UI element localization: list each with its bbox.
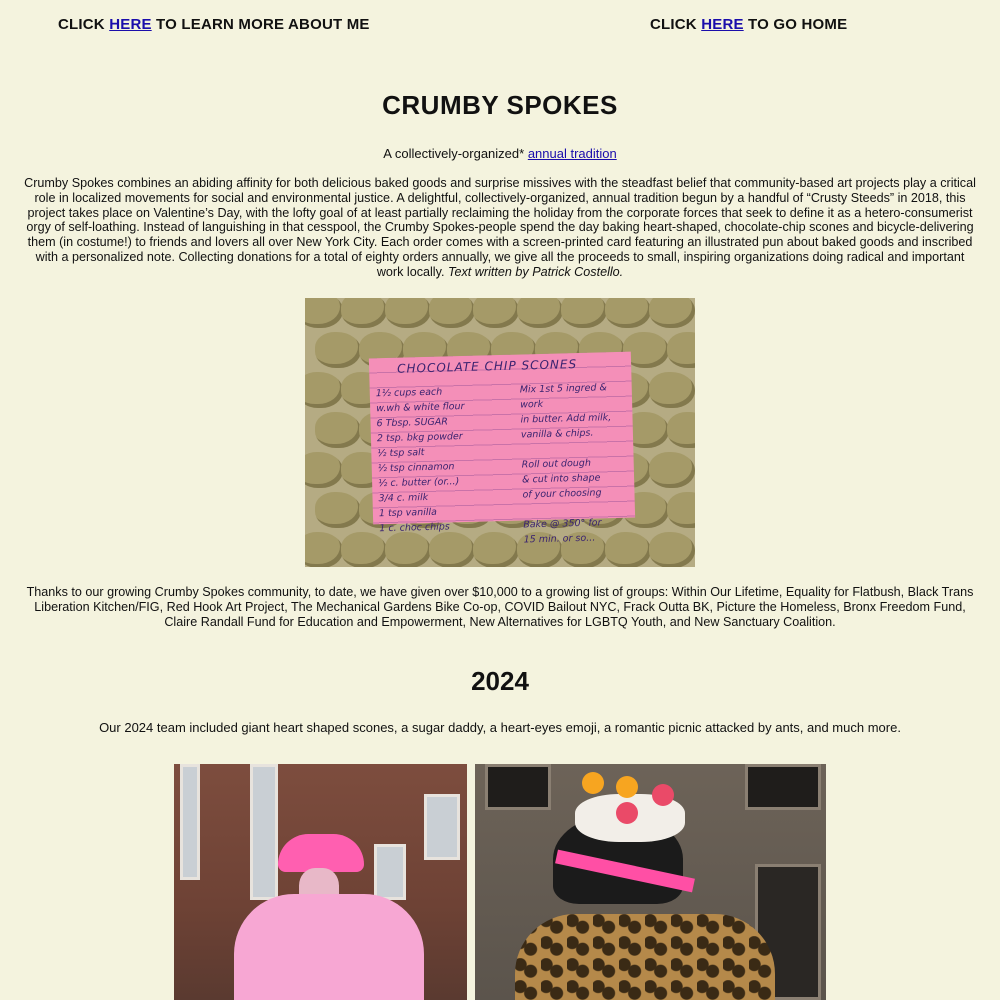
- building-window: [745, 764, 821, 810]
- scone: [305, 298, 343, 328]
- recipe-step-line: Roll out dough: [521, 457, 592, 471]
- scone: [473, 532, 519, 567]
- recipe-ingredient-line: ½ c. butter (or...): [378, 476, 460, 490]
- scone: [649, 298, 695, 328]
- building-window: [424, 794, 460, 860]
- scone: [315, 492, 361, 528]
- recipe-step-line: of your choosing: [522, 487, 602, 501]
- building-window: [374, 844, 406, 900]
- scone: [341, 298, 387, 328]
- scone: [517, 298, 563, 328]
- recipe-ingredient-line: ½ tsp cinnamon: [377, 461, 455, 475]
- scone: [385, 532, 431, 567]
- intro-paragraph: [24, 176, 976, 280]
- scone: [315, 412, 361, 448]
- scone: [305, 532, 343, 567]
- recipe-card-title: CHOCOLATE CHIP SCONES: [396, 357, 578, 376]
- scone: [305, 372, 343, 408]
- scone: [605, 298, 651, 328]
- home-link[interactable]: HERE: [701, 16, 744, 33]
- scone: [305, 452, 343, 488]
- subtitle-text: A collectively-organized*: [383, 146, 528, 161]
- recipe-step-line: 15 min. or so...: [523, 532, 596, 546]
- home-nav: [650, 16, 847, 33]
- recipe-ingredient-line: ½ tsp salt: [377, 447, 425, 460]
- leopard-jacket: [515, 914, 775, 1000]
- scone: [649, 452, 695, 488]
- recipe-step-line: in butter. Add milk,: [520, 412, 612, 426]
- scone: [667, 492, 695, 528]
- recipe-steps: [520, 380, 636, 548]
- page-title: CRUMBY SPOKES: [382, 90, 618, 120]
- annual-tradition-link[interactable]: annual tradition: [527, 146, 617, 161]
- year-heading: 2024: [471, 666, 529, 696]
- decoration-ball: [616, 776, 638, 798]
- scone: [315, 332, 361, 368]
- scone: [429, 532, 475, 567]
- recipe-photo: [305, 298, 695, 567]
- scone: [561, 298, 607, 328]
- recipe-ingredient-line: w.wh & white flour: [376, 400, 465, 415]
- about-suffix: TO LEARN MORE ABOUT ME: [151, 16, 370, 33]
- team-photo-pink-costume: [174, 764, 467, 1000]
- recipe-ingredient-line: 1 c. choc chips: [379, 521, 450, 535]
- recipe-step-line: vanilla & chips.: [520, 427, 594, 441]
- thanks-paragraph: Thanks to our growing Crumby Spokes community, to date, we have given over $10,000 to a growing list of groups: Within Our Lifetime, Equality for Flatbush, Black Trans Liberation Kitchen/FIG, Red Hook Art Project, The Mechanical Gardens Bike Co-op, COVID Bailout NYC, Frack Outta BK, Picture the Homeless, Bronx Freedom Fund, Claire Randall Fund for Education and Empowerment, New Alternatives for LGBTQ Youth, and New Sanctuary Coalition.: [26, 585, 974, 629]
- about-link[interactable]: HERE: [109, 16, 152, 33]
- year-description: Our 2024 team included giant heart shaped scones, a sugar daddy, a heart-eyes emoji, a romantic picnic attacked by ants, and much more.: [99, 720, 901, 735]
- about-nav: [58, 16, 370, 33]
- recipe-ingredient-line: 6 Tbsp. SUGAR: [376, 416, 449, 430]
- scone: [473, 298, 519, 328]
- team-photo-cake-hat: [475, 764, 826, 1000]
- pink-fluffy-coat: [234, 894, 424, 1000]
- recipe-ingredient-line: 2 tsp. bkg powder: [376, 431, 463, 445]
- pink-hat: [278, 834, 364, 872]
- building-window: [485, 764, 551, 810]
- scone: [667, 412, 695, 448]
- recipe-ingredient-line: 1½ cups each: [375, 386, 443, 400]
- building-window: [250, 764, 278, 900]
- page-subtitle: [0, 146, 1000, 161]
- decoration-ball: [582, 772, 604, 794]
- decoration-ball: [616, 802, 638, 824]
- about-prefix: CLICK: [58, 16, 110, 33]
- recipe-step-line: & cut into shape: [521, 472, 601, 486]
- recipe-ingredient-line: 3/4 c. milk: [378, 491, 429, 505]
- scone: [341, 532, 387, 567]
- home-prefix: CLICK: [650, 16, 702, 33]
- recipe-step-line: Bake @ 350° for: [523, 517, 602, 531]
- scone: [385, 298, 431, 328]
- recipe-card: [369, 352, 635, 546]
- intro-text: Crumby Spokes combines an abiding affinity for both delicious baked goods and surprise missives with the steadfast belief that community-based art projects play a critical role in localized movements for social and environmental justice. A delightful, collectively-organized, annual tradition begun by a handful of “Crusty Steeds” in 2018, this project takes place on Valentine’s Day, with the lofty goal of at least partially reclaiming the holiday from the corporate forces that seek to define it as a hetero-consumerist orgy of self-loathing. Instead of languishing in that cesspool, the Crumby Spokes-people spend the day baking heart-shaped, chocolate-chip scones and bicycle-delivering them (in costume!) to friends and lovers all over New York City. Each order comes with a screen-printed card featuring an illustrated pun about baked goods and inscribed with a personalized note. Collecting donations for a total of eighty orders annually, we give all the proceeds to small, inspiring organizations doing radical and important work locally.: [24, 176, 976, 279]
- building-window: [180, 764, 200, 880]
- intro-credit: Text written by Patrick Costello.: [447, 264, 624, 279]
- home-suffix: TO GO HOME: [743, 16, 848, 33]
- scone: [649, 372, 695, 408]
- recipe-ingredients: [376, 384, 468, 536]
- decoration-ball: [652, 784, 674, 806]
- scone: [649, 532, 695, 567]
- recipe-ingredient-line: 1 tsp vanilla: [378, 506, 438, 520]
- scone: [429, 298, 475, 328]
- recipe-step-line: Mix 1st 5 ingred & work: [519, 382, 608, 411]
- scone: [667, 332, 695, 368]
- top-nav: [0, 16, 1000, 38]
